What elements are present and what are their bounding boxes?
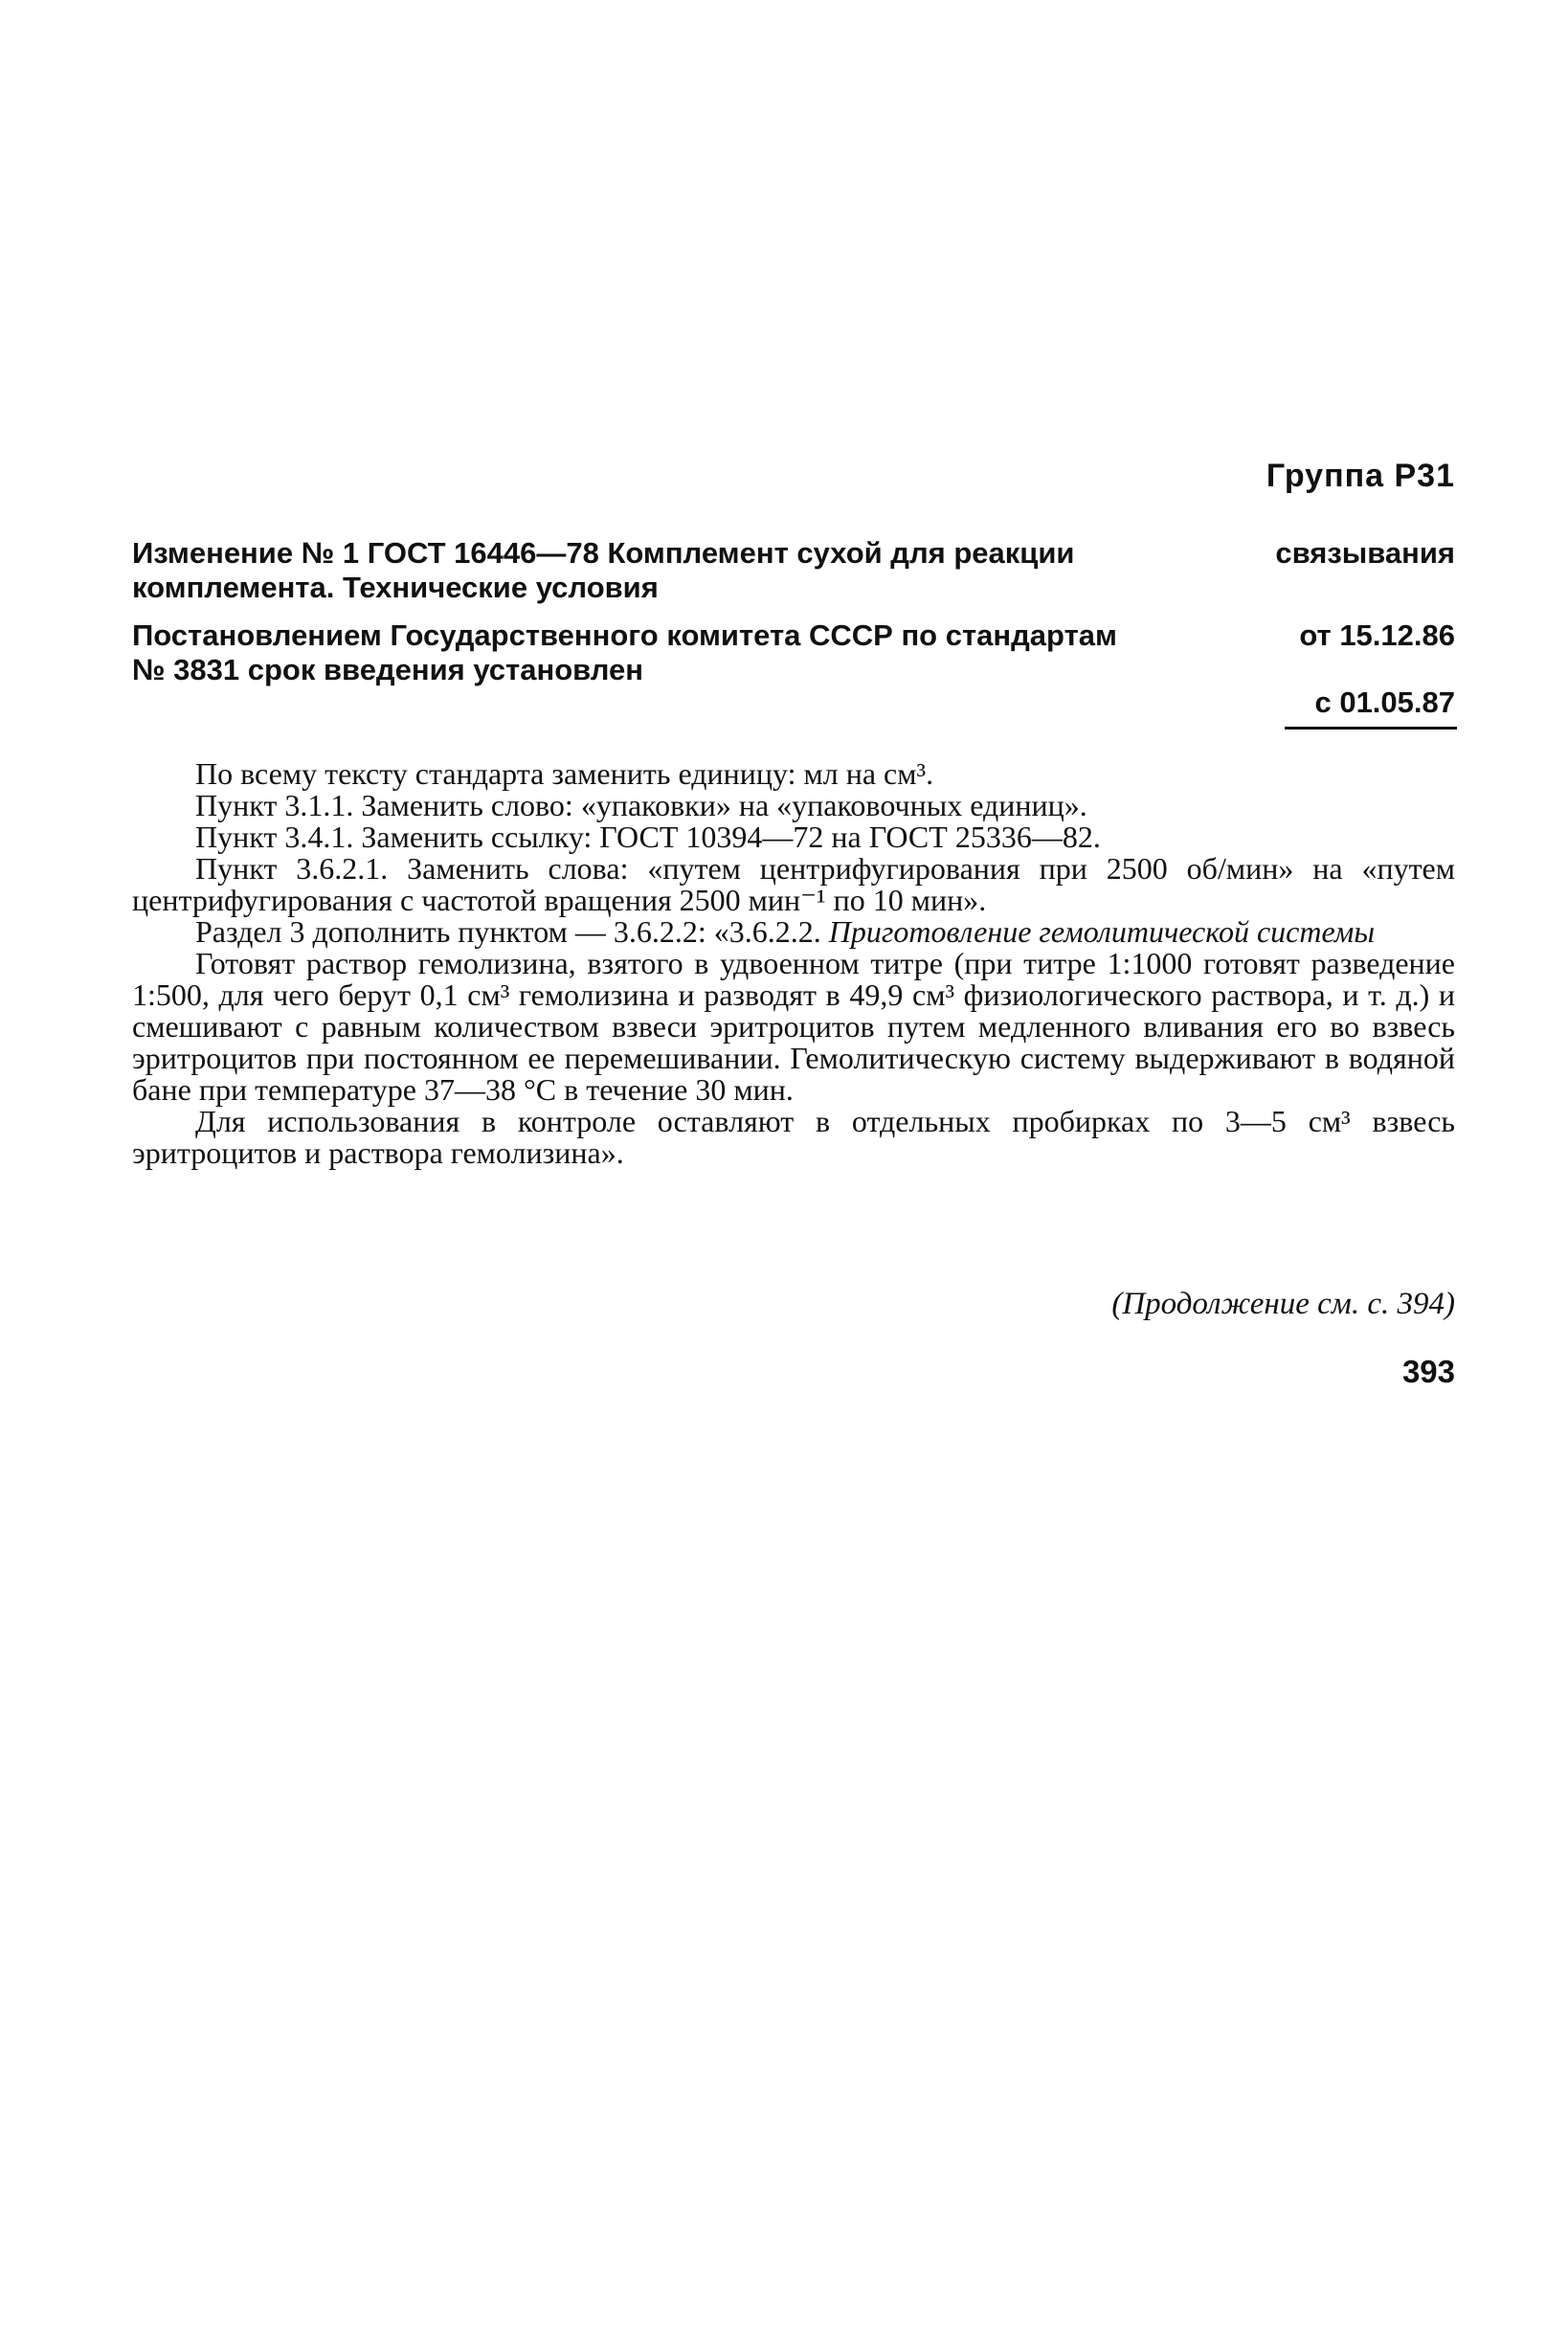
paragraph-section-3 xyxy=(132,916,1455,948)
paragraph-clause-3-1-1: Пункт 3.1.1. Заменить слово: «упаковки» на «упаковочных единиц». xyxy=(195,788,1087,822)
decree-line-2 xyxy=(132,653,1455,687)
amendment-title-left: Изменение № 1 ГОСТ 16446—78 Комплемент сухой для реакции xyxy=(132,536,1075,570)
effective-date: с 01.05.87 xyxy=(1314,685,1455,719)
decree-statement xyxy=(132,618,1455,687)
continuation-note: (Продолжение см. с. 394) xyxy=(1111,1287,1455,1321)
effective-date-underline xyxy=(1285,727,1457,730)
page-number: 393 xyxy=(1401,1354,1455,1389)
section-3-italic-title: Приготовление гемолитической системы xyxy=(828,914,1375,949)
paragraph-control-use: Для использования в контроле оставляют в отдельных пробирках по 3—5 см³ взвесь эритроцитов и раствора гемолизина». xyxy=(132,1104,1455,1170)
paragraph-units: По всему тексту стандарта заменить единицу: мл на см³. xyxy=(195,756,934,791)
decree-number: № 3831 срок введения установлен xyxy=(132,653,644,686)
paragraph-clause-3-4-1: Пункт 3.4.1. Заменить ссылку: ГОСТ 10394—72 на ГОСТ 25336—82. xyxy=(195,820,1101,854)
amendment-title xyxy=(132,536,1455,605)
decree-line-1 xyxy=(132,618,1455,653)
group-code: Группа Р31 xyxy=(1266,458,1455,494)
section-3-prefix: Раздел 3 дополнить пунктом — 3.6.2.2: «3.6.2.2. xyxy=(195,914,821,949)
amendment-subtitle: комплемента. Технические условия xyxy=(132,571,659,604)
paragraph-hemolysin-preparation: Готовят раствор гемолизина, взятого в удвоенном титре (при титре 1:1000 готовят разведение 1:500, для чего берут 0,1 см³ гемолизина и разводят в 49,9 см³ физиологического раствора, и т. д.) и смешивают с равным количеством взвеси эритроцитов путем медленного вливания его во взвесь эритроцитов при постоянном ее перемешивании. Гемолитическую систему выдерживают в водяной бане при температуре 37—38 °С в течение 30 мин. xyxy=(132,946,1455,1107)
amendment-title-line-2 xyxy=(132,571,1455,605)
decree-text-left: Постановлением Государственного комитета СССР по стандартам xyxy=(132,618,1117,652)
amendment-body xyxy=(132,758,1455,1169)
decree-date: от 15.12.86 xyxy=(1299,618,1455,652)
amendment-title-right: связывания xyxy=(1275,536,1455,570)
amendment-title-line-1 xyxy=(132,536,1455,571)
paragraph-clause-3-6-2-1: Пункт 3.6.2.1. Заменить слова: «путем центрифугирования при 2500 об/мин» на «путем центрифугирования с частотой вращения 2500 мин⁻¹ по 10 мин». xyxy=(132,851,1455,917)
